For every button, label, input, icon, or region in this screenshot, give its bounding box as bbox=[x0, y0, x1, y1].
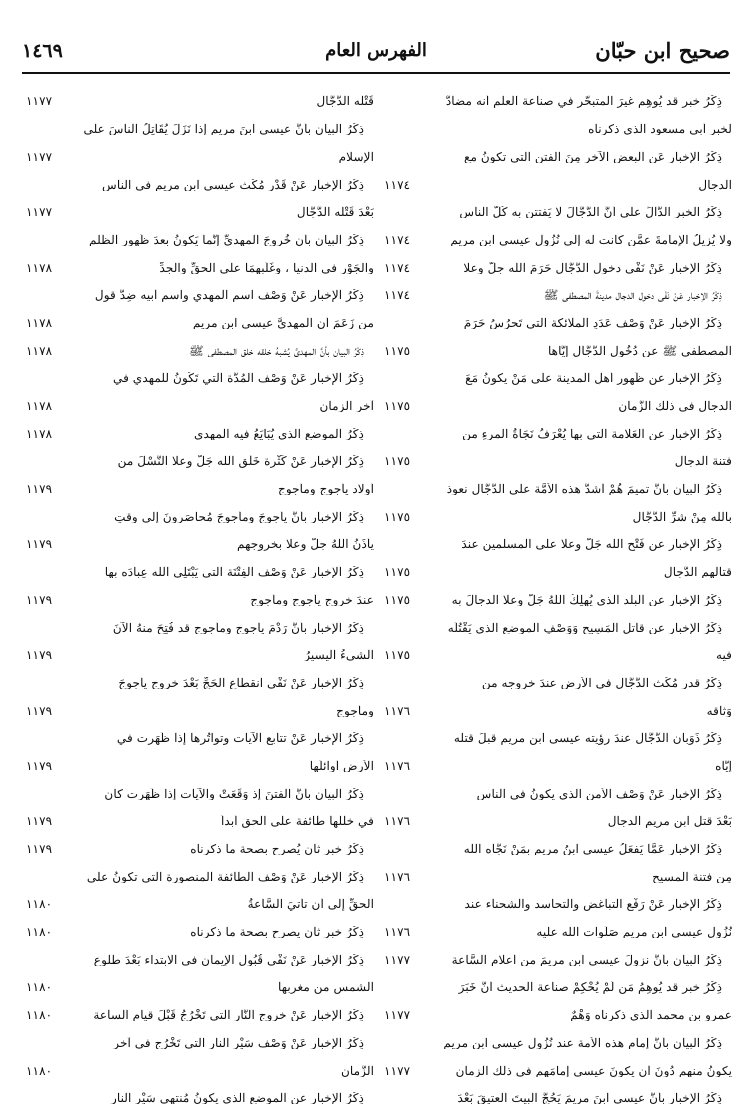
entry-text: ذِكْرُ الإخبار عن فَتْح الله جَلَّ وعلا على المسلمين عندَ bbox=[461, 538, 722, 551]
entry-text: ذِكْرُ البيان بأنَّ تميمَ هُمْ أشدُّ هذه الأمَّة على الدَّجَّال نعوذ bbox=[446, 483, 722, 496]
entry-page-number: ١١٧٥ bbox=[384, 343, 411, 358]
entry-text: مِن فتنة المسيح bbox=[652, 870, 732, 883]
entry-text: ومأجوج bbox=[336, 704, 374, 717]
entry-page-number: ١١٨٠ bbox=[26, 925, 53, 940]
entry-text: قَتْله الدَّجَّال bbox=[316, 95, 374, 108]
entry-text: بالله مِنْ شرِّ الدَّجَّال bbox=[632, 510, 732, 523]
entry-text: ذِكْرُ الإخبار عَنْ وَصْف عَدَدِ الملائكة التي تَحرُسُ حَرَمَ bbox=[463, 316, 722, 330]
entry-page-number: ١١٧٩ bbox=[26, 482, 53, 497]
entry-text: ذِكْرُ خبرٍ ثانٍ يُصرح بصحة ما ذكرناه bbox=[190, 843, 364, 856]
entry-text: ذِكْرُ البيان بأنَّ نزولَ عيسى ابن مريمَ من أعلام السَّاعة bbox=[451, 953, 722, 966]
index-entry-line bbox=[382, 472, 732, 500]
entry-page-number: ١١٧٧ bbox=[26, 94, 53, 109]
entry-page-number: ١١٧٦ bbox=[384, 925, 411, 940]
index-entry-line bbox=[382, 139, 732, 167]
index-entry-line bbox=[382, 1053, 732, 1081]
index-entry-line bbox=[24, 749, 374, 777]
index-entry-line bbox=[382, 195, 732, 223]
entry-text: ذِكْرُ الإخبار عَنْ نَفْي انقطاع الحَجِّ بَعْدَ خروج يأجوجَ bbox=[118, 676, 364, 690]
entry-text: ذِكْرُ البيان بأنَّ إمام هذه الأمة عند نُزُول عيسى ابن مريم bbox=[443, 1036, 722, 1050]
entry-text: ذِكْرُ الإخبار عَنْ تتابع الآيات وتواتُرِها إذا ظَهَرت في bbox=[116, 732, 364, 745]
entry-text: الشمس من مغربها bbox=[278, 981, 374, 994]
entry-text: أولاد يأجوج ومأجوج bbox=[277, 483, 374, 496]
entry-text: ذِكْرُ الإخبار بأنَّ رَدْمَ يأجوج ومأجوج قد فُتِحَ منهُ الآنَ bbox=[112, 621, 364, 634]
entry-text: ذِكْرُ الموضع الذي يُبَايَعُ فيه المهدي bbox=[193, 427, 364, 440]
entry-text: ذِكْرُ الإخبار عن العَلامة التي بها يُعْرَفُ نَجَاةُ المرءِ من bbox=[462, 427, 722, 440]
index-entry-line bbox=[24, 167, 374, 195]
entry-page-number: ١١٧٥ bbox=[384, 592, 411, 607]
index-entry-line bbox=[382, 527, 732, 555]
entry-text: ذِكْرُ الإخبار عَنْ رَفْع التباغض والتحاسد والشحناء عند bbox=[464, 898, 722, 911]
index-entry-line bbox=[24, 721, 374, 749]
entry-text: فتنة الدجال bbox=[674, 455, 732, 468]
index-entry-line bbox=[24, 416, 374, 444]
entry-page-number: ١١٧٩ bbox=[26, 842, 53, 857]
entry-page-number: ١١٧٤ bbox=[384, 232, 411, 247]
entry-page-number: ١١٧٨ bbox=[26, 315, 53, 330]
header-rule bbox=[22, 72, 730, 74]
entry-text: ذِكْرُ البيان بأنَّ المهديَّ يُشبِهُ خلقه خلق المصطفى ﷺ bbox=[189, 344, 364, 357]
index-entry-line bbox=[382, 389, 732, 417]
entry-page-number: ١١٧٤ bbox=[384, 288, 411, 303]
entry-text: بَعْدَ قتل ابن مريم الدجال bbox=[607, 815, 732, 828]
entry-text: عمرو بن محمد الذي ذكرناه وَهْمٌ bbox=[570, 1009, 732, 1022]
entry-text: ذِكْرُ ذَوَبان الدَّجَّال عندَ رؤيته عيسى ابن مريم قبلَ قتله bbox=[453, 732, 722, 745]
index-column-left bbox=[24, 84, 374, 1108]
entry-page-number: ١١٧٧ bbox=[26, 149, 53, 164]
entry-text: ذِكْرُ الإخبار عَنْ وَصْف الطائفة المنصورة التي تكونُ على bbox=[86, 870, 364, 883]
index-entry-line bbox=[24, 499, 374, 527]
index-entry-line bbox=[24, 112, 374, 140]
entry-text: ذِكْرُ الإخبار عَنْ نَفْي دخول الدجال مدينةَ المصطفى ﷺ bbox=[543, 289, 722, 302]
entry-text: قتالهم الدَّجال bbox=[663, 566, 732, 579]
index-entry-line bbox=[382, 499, 732, 527]
entry-text: عندَ خروج يأجوج ومأجوج bbox=[250, 593, 374, 607]
entry-text: الإسلام bbox=[338, 150, 374, 164]
entry-text: آخر الزمان bbox=[319, 400, 374, 413]
page-number: ١٤٦٩ bbox=[22, 40, 63, 62]
entry-text: ذِكْرُ خبر قد يُوهِم غيرَ المتبحّر في صناعة العلم أنه مضادٌّ bbox=[445, 95, 722, 108]
index-entry-line bbox=[382, 444, 732, 472]
entry-page-number: ١١٧٨ bbox=[26, 343, 53, 358]
entry-page-number: ١١٧٥ bbox=[384, 509, 411, 524]
index-entry-line bbox=[382, 416, 732, 444]
entry-text: ذِكْرُ الإخبار عَنْ وَصْف المُدَّة التي تَكُونُ للمهدي في bbox=[112, 372, 364, 385]
entry-text: ذِكْرُ الإخبار عَنْ وَصْف سَيْر النار التي تَخْرُج في آخر bbox=[113, 1036, 364, 1050]
index-entry-line bbox=[382, 361, 732, 389]
index-entry-line bbox=[382, 167, 732, 195]
book-title: صحيح ابن حبّان bbox=[595, 38, 730, 63]
entry-text: يأذَنُ اللهُ جلَّ وعلا بخروجهم bbox=[237, 538, 374, 551]
entry-page-number: ١١٨٠ bbox=[26, 1063, 53, 1078]
index-entry-line bbox=[382, 555, 732, 583]
entry-page-number: ١١٧٧ bbox=[26, 205, 53, 220]
index-entry-line bbox=[24, 444, 374, 472]
index-entry-line bbox=[24, 472, 374, 500]
index-entry-line bbox=[382, 970, 732, 998]
entry-page-number: ١١٧٨ bbox=[26, 426, 53, 441]
entry-text: ذِكْرُ الإخبار بأنَّ عيسى ابنَ مريمَ يَحُجُّ البيتَ العتيقَ بَعْدَ bbox=[457, 1092, 722, 1105]
entry-page-number: ١١٧٧ bbox=[384, 1008, 411, 1023]
entry-text: ذِكْرُ الإخبار عَنْ خروج النَّارِ التي تَخْرُجُ قَبْلَ قيام الساعة bbox=[93, 1009, 364, 1022]
index-entry-line bbox=[24, 610, 374, 638]
index-entry-line bbox=[24, 333, 374, 361]
entry-page-number: ١١٧٩ bbox=[26, 703, 53, 718]
index-entry-line bbox=[382, 1081, 732, 1109]
entry-text: الدجال bbox=[698, 178, 732, 191]
index-entry-line bbox=[24, 887, 374, 915]
index-entry-line bbox=[382, 887, 732, 915]
entry-text: من زَعَمَ أن المهديَّ عيسى ابن مريم bbox=[192, 316, 374, 330]
index-entry-line bbox=[24, 970, 374, 998]
entry-text: يكونُ منهم دُونَ أن يكونَ عيسى إمامَهم في ذلك الزمان bbox=[455, 1064, 732, 1077]
index-entry-line bbox=[382, 832, 732, 860]
entry-page-number: ١١٧٦ bbox=[384, 703, 411, 718]
index-entry-line bbox=[382, 693, 732, 721]
index-entry-line bbox=[382, 665, 732, 693]
entry-page-number: ١١٧٥ bbox=[384, 399, 411, 414]
entry-text: ذِكْرُ الخبر الدَّالِّ على أنَّ الدَّجَّالَ لا يَفتتن به كُلُّ الناس bbox=[459, 206, 722, 219]
index-entry-line bbox=[382, 859, 732, 887]
entry-text: الشيءُ اليسيرُ bbox=[304, 649, 374, 662]
index-entry-line bbox=[24, 998, 374, 1026]
index-entry-line bbox=[24, 527, 374, 555]
index-entry-line bbox=[24, 665, 374, 693]
index-entry-line bbox=[382, 250, 732, 278]
entry-page-number: ١١٧٧ bbox=[384, 1063, 411, 1078]
index-entry-line bbox=[382, 333, 732, 361]
entry-text: الأرض أوائلُها bbox=[309, 759, 374, 773]
entry-text: وَثاقه bbox=[706, 704, 732, 717]
entry-text: ذِكْرُ خبر ثانٍ يصرح بصحة ما ذكرناه bbox=[190, 926, 364, 939]
index-entry-line bbox=[382, 84, 732, 112]
entry-text: المصطفى ﷺ عن دُخُول الدَّجَّال إيَّاها bbox=[547, 344, 732, 357]
entry-page-number: ١١٧٦ bbox=[384, 758, 411, 773]
page-header bbox=[22, 38, 730, 72]
index-entry-line bbox=[24, 915, 374, 943]
entry-page-number: ١١٧٩ bbox=[26, 814, 53, 829]
index-entry-line bbox=[382, 776, 732, 804]
index-entry-line bbox=[382, 749, 732, 777]
index-entry-line bbox=[382, 112, 732, 140]
entry-page-number: ١١٧٨ bbox=[26, 399, 53, 414]
entry-text: ذِكْرُ الإخبار عَمَّا يَفعَلُ عيسى ابنُ مريم بِمَنْ نَجَّاه الله bbox=[463, 843, 722, 856]
index-entry-line bbox=[24, 693, 374, 721]
entry-text: الحقِّ إلى أن تأتيَ السَّاعةُ bbox=[247, 898, 374, 911]
entry-page-number: ١١٨٠ bbox=[26, 1008, 53, 1023]
entry-page-number: ١١٧٩ bbox=[26, 758, 53, 773]
index-entry-line bbox=[24, 638, 374, 666]
index-column-right bbox=[382, 84, 732, 1108]
entry-text: ذِكْرُ البيان بأنَّ الفتنَ إذ وَقَعَتْ والآيات إذا ظَهَرت كان bbox=[104, 787, 364, 800]
index-entry-line bbox=[24, 1053, 374, 1081]
index-entry-line bbox=[24, 832, 374, 860]
entry-text: فيه bbox=[715, 649, 732, 662]
entry-text: ذِكْرُ الإخبار عَنْ كَثْرة خَلْق الله جَلَّ وعلا النَّسْلَ من bbox=[117, 455, 364, 468]
entry-text: ذِكْرُ الإخبار عَنْ وَصْف الفِتْنَة التي يَبْتَلِي الله عِبادَه بها bbox=[104, 566, 364, 579]
index-entry-line bbox=[24, 942, 374, 970]
entry-page-number: ١١٧٥ bbox=[384, 648, 411, 663]
entry-page-number: ١١٧٤ bbox=[384, 177, 411, 192]
entry-text: ذِكْرُ الإخبار عَنْ نَفْي قُبُول الإيمان في الابتداء بَعْدَ طلوع bbox=[93, 953, 364, 966]
index-entry-line bbox=[382, 610, 732, 638]
index-entry-line bbox=[24, 582, 374, 610]
index-entry-line bbox=[382, 804, 732, 832]
index-entry-line bbox=[382, 582, 732, 610]
index-entry-line bbox=[24, 278, 374, 306]
entry-text: ذِكْرُ البيان بأن خُروجَ المهديِّ إنَّما يَكونُ بعدَ ظُهور الظلم bbox=[88, 233, 364, 247]
index-entry-line bbox=[382, 638, 732, 666]
entry-page-number: ١١٧٥ bbox=[384, 565, 411, 580]
entry-page-number: ١١٧٩ bbox=[26, 537, 53, 552]
entry-text: ذِكْرُ قدر مُكْث الدَّجَّال في الأرض عندَ خروجه من bbox=[481, 676, 722, 690]
index-entry-line bbox=[24, 776, 374, 804]
index-entry-line bbox=[382, 222, 732, 250]
entry-text: ذِكْرُ الإخبار بأنَّ يأجوجَ ومأجوجَ مُحاصَرونَ إلى وقتٍ bbox=[114, 510, 364, 523]
entry-text: ذِكْرُ الإخبار عَنِ البعض الآخر مِنَ الفتن التي تكونُ مع bbox=[463, 150, 722, 164]
entry-page-number: ١١٧٧ bbox=[384, 952, 411, 967]
index-entry-line bbox=[24, 555, 374, 583]
index-entry-line bbox=[382, 721, 732, 749]
index-entry-line bbox=[382, 278, 732, 306]
index-entry-line bbox=[24, 804, 374, 832]
entry-text: ذِكْرُ الإخبار عَنْ وَصْف الأمن الذي يكونُ في الناس bbox=[476, 787, 722, 800]
entry-text: ذِكْرُ الإخبار عن البلد الذي يُهلِكُ اللهُ جَلَّ وعلا الدجالَ به bbox=[451, 593, 722, 607]
entry-text: ذِكْرُ الإخبار عن ظُهور أهلِ المدينة على مَنْ يكونُ مَعَ bbox=[465, 372, 722, 385]
index-entry-line bbox=[24, 222, 374, 250]
index-entry-line bbox=[24, 84, 374, 112]
entry-page-number: ١١٧٩ bbox=[26, 592, 53, 607]
entry-text: ذِكْرُ البيان بأنَّ عيسى ابنَ مريم إذا نَزَلَ يُقَاتِلُ الناسَ على bbox=[83, 123, 364, 136]
index-entry-line bbox=[24, 1025, 374, 1053]
entry-text: والجَوْر في الدنيا ، وغَلَبِهِمَا على الحقِّ والجِدِّ bbox=[159, 261, 374, 274]
entry-text: ذِكْرُ الإخبار عَنْ وَصْف اسم المهدي واسم أبيه ضِدَّ قول bbox=[94, 289, 364, 302]
entry-page-number: ١١٧٩ bbox=[26, 648, 53, 663]
entry-page-number: ١١٧٦ bbox=[384, 814, 411, 829]
index-entry-line bbox=[24, 306, 374, 334]
entry-text: ذِكْرُ الإخبار عن قاتل المَسِيح وَوَصْفِ الموضع الذي يَقْتُلُه bbox=[447, 621, 722, 634]
index-entry-line bbox=[24, 195, 374, 223]
entry-text: ولا يُزِيلُ الإمامةَ عمَّن كانت له إلى نُزُول عيسى ابن مريم bbox=[450, 233, 732, 247]
index-entry-line bbox=[382, 306, 732, 334]
entry-text: ذِكْرُ الإخبار عَنْ قَدْرِ مُكْث عيسى ابن مريم في الناس bbox=[102, 178, 364, 191]
index-entry-line bbox=[24, 139, 374, 167]
entry-text: لخبر أبي مسعود الذي ذكرناه bbox=[588, 123, 732, 136]
entry-page-number: ١١٨٠ bbox=[26, 897, 53, 912]
entry-text: نُزُول عيسى ابن مريم صَلَوات الله عليه bbox=[536, 926, 732, 939]
index-entry-line bbox=[382, 1025, 732, 1053]
entry-text: في خللها طائفة على الحق أبداً bbox=[221, 815, 374, 828]
index-entry-line bbox=[24, 250, 374, 278]
entry-text: إيَّاه bbox=[715, 759, 732, 773]
entry-text: ذِكْرُ الإخبار عن الموضع الذي يكونُ مُنتهى سَيْر النار bbox=[111, 1092, 364, 1105]
entry-text: الدجال في ذلك الزَّمان bbox=[618, 400, 732, 413]
index-entry-line bbox=[24, 1081, 374, 1109]
index-entry-line bbox=[24, 389, 374, 417]
entry-text: بَعْدَ قَتْله الدَّجَّال bbox=[296, 206, 374, 219]
index-entry-line bbox=[382, 942, 732, 970]
entry-page-number: ١١٧٥ bbox=[384, 454, 411, 469]
entry-page-number: ١١٧٨ bbox=[26, 260, 53, 275]
index-entry-line bbox=[24, 859, 374, 887]
entry-page-number: ١١٨٠ bbox=[26, 980, 53, 995]
entry-text: ذِكْرُ الإخبار عَنْ نَفْي دخول الدَّجَّال حَرَمَ الله جلَّ وعلا bbox=[463, 261, 722, 274]
section-title: الفهرس العام bbox=[325, 40, 427, 61]
entry-page-number: ١١٧٤ bbox=[384, 260, 411, 275]
entry-page-number: ١١٧٦ bbox=[384, 869, 411, 884]
entry-text: الزَّمان bbox=[340, 1064, 374, 1077]
entry-text: ذِكْرُ خبرٍ قد يُوهِمُ مَن لَمْ يُحْكِمْ صناعة الحديث أنَّ خَبَرَ bbox=[458, 981, 722, 994]
index-entry-line bbox=[24, 361, 374, 389]
index-entry-line bbox=[382, 915, 732, 943]
index-entry-line bbox=[382, 998, 732, 1026]
